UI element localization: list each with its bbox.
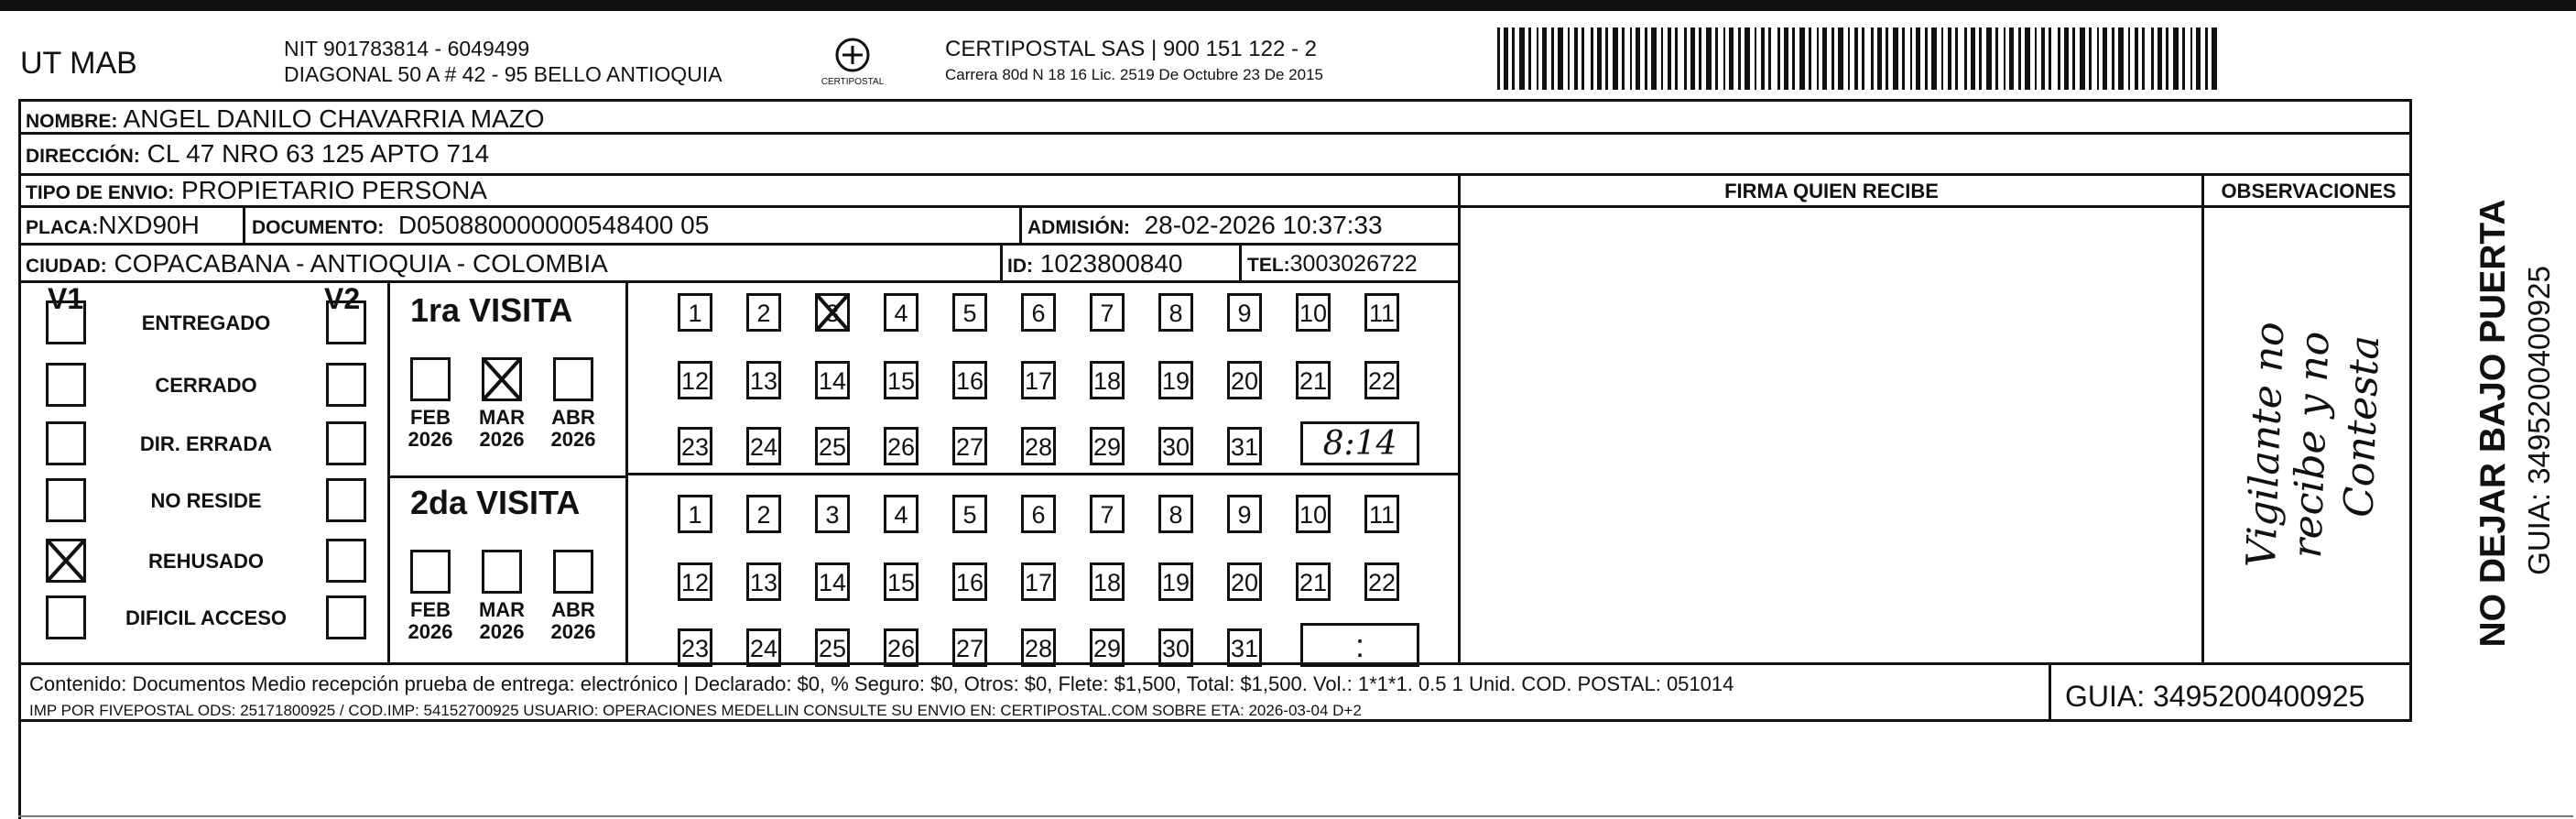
v2-checkbox[interactable] [326,421,366,465]
company-address: DIAGONAL 50 A # 42 - 95 BELLO ANTIOQUIA [284,62,723,86]
barcode-bar [1675,27,1678,90]
day-box[interactable]: 17 [1021,562,1056,601]
day-box[interactable]: 16 [952,562,987,601]
x-mark-icon [482,357,522,401]
barcode-bar [1512,27,1515,90]
admission-label: ADMISIÓN: [1027,217,1130,238]
day-box[interactable]: 26 [884,628,918,667]
barcode-bar [2080,27,2085,90]
month-year: 2026 [408,620,453,643]
recipient-name: ANGEL DANILO CHAVARRIA MAZO [123,104,545,133]
barcode-bar [1661,27,1663,90]
day-box[interactable]: 10 [1296,495,1331,533]
document-row [252,211,709,240]
address-label: DIRECCIÓN: [26,146,140,167]
barcode-bar [1605,27,1608,90]
plate-value: NXD90H [98,211,200,239]
barcode-bar [2004,27,2005,90]
barcode-bar [2166,27,2168,90]
visit2-title: 2da VISITA [410,484,581,521]
barcode-bar [1645,27,1647,90]
day-box[interactable]: 8 [1158,293,1193,332]
barcode-bar [1784,27,1788,90]
barcode-bar [1537,27,1538,90]
barcode-bar [2151,27,2154,90]
barcode-bar [1871,27,1874,90]
footer-content: Contenido: Documentos Medio recepción prueba de entrega: electrónico | Declarado: $0, % Seguro: $0, Otros: $0, Flete: $1,500, Total: $1,500. Vol.: 1*1*1. 0.5 1 Unid. COD. POSTAL: 051014 [29,672,1734,695]
day-box[interactable]: 23 [678,427,712,465]
barcode-bar [2182,27,2185,90]
shipment-type: PROPIETARIO PERSONA [180,176,487,204]
company-nit: NIT 901783814 - 6049499 [284,37,530,60]
barcode-bar [2196,27,2201,90]
reason-label: NO RESIDE [150,489,262,512]
day-box[interactable]: 7 [1090,293,1125,332]
month-name: FEB [410,598,451,621]
x-mark-icon [46,539,86,583]
day-box[interactable]: 23 [678,628,712,667]
day-box[interactable]: 28 [1021,427,1056,465]
barcode-bar [2135,27,2138,90]
barcode-bar [1613,27,1618,90]
tel-row [1247,251,1418,278]
side-guide-number: GUIA: 3495200400925 [2522,266,2556,575]
v2-checkbox[interactable] [326,539,366,583]
observation-line-3: Contesta [2335,334,2389,519]
day-box[interactable]: 28 [1021,628,1056,667]
barcode-bar [1684,27,1687,90]
barcode-bar [2097,27,2099,90]
document-label: DOCUMENTO: [252,217,385,238]
barcode-bar [2142,27,2145,90]
barcode-bar [1497,27,1500,90]
day-box[interactable]: 5 [952,293,987,332]
day-box[interactable]: 21 [1296,562,1331,601]
v1-checkbox[interactable] [46,595,86,639]
barcode-bar [2025,27,2030,90]
day-box[interactable]: 17 [1021,361,1056,399]
day-box[interactable]: 31 [1227,427,1262,465]
no-under-door-warning: NO DEJAR BAJO PUERTA [2473,199,2513,648]
recipient-address: CL 47 NRO 63 125 APTO 714 [147,139,490,168]
barcode-bar [1630,27,1632,90]
barcode-bar [2128,27,2130,90]
barcode-bar [1817,27,1819,90]
day-box[interactable]: 14 [815,361,850,399]
month-label [540,599,606,643]
v2-checkbox[interactable] [326,363,366,407]
v1-checkbox[interactable] [46,363,86,407]
day-number: 3 [825,300,840,327]
id-row [1007,249,1183,278]
admission-row [1027,211,1383,240]
barcode-bar [1971,27,1975,90]
barcode-bar [1979,27,1982,90]
day-box[interactable]: 15 [884,562,918,601]
month-label [397,599,463,643]
type-row [26,176,487,205]
plate-label: PLACA: [26,217,99,238]
barcode-bar [1755,27,1756,90]
day-box[interactable]: 31 [1227,628,1262,667]
day-box[interactable]: 8 [1158,495,1193,533]
reason-label: DIR. ERRADA [139,432,273,455]
barcode-bar [1636,27,1640,90]
month-name: ABR [551,598,595,621]
barcode-bar [1792,27,1795,90]
day-box[interactable]: 27 [952,628,987,667]
barcode-bar [1581,27,1584,90]
month-checkbox[interactable] [482,550,522,594]
barcode-bar [1745,27,1750,90]
day-box[interactable]: 9 [1227,293,1262,332]
barcode-bar [2058,27,2060,90]
day-box[interactable] [815,293,850,332]
day-box[interactable]: 22 [1364,562,1399,601]
day-box[interactable]: 29 [1090,427,1125,465]
month-checkbox[interactable] [482,357,522,401]
barcode-bar [1723,27,1725,90]
barcode-bar [2009,27,2014,90]
barcode-bar [1574,27,1578,90]
carrier-license: Carrera 80d N 18 16 Lic. 2519 De Octubre 23 De 2015 [945,66,1323,83]
day-box[interactable]: 3 [815,495,850,533]
barcode-bar [1558,27,1563,90]
v2-label: V2 [324,282,361,315]
barcode-bar [1622,27,1625,90]
barcode-bar [1591,27,1593,90]
day-box[interactable]: 26 [884,427,918,465]
barcode-bar [2103,27,2107,90]
document-value: D050880000000548400 05 [397,211,710,239]
day-box[interactable]: 12 [678,562,712,601]
barcode-bar [2072,27,2075,90]
city-label: CIUDAD: [26,256,107,277]
month-name: MAR [478,598,526,621]
barcode-bar [2190,27,2192,90]
day-box[interactable]: 25 [815,427,850,465]
admission-value: 28-02-2026 10:37:33 [1144,211,1383,239]
barcode-bar [1706,27,1712,90]
barcode-bar [1715,27,1718,90]
day-box[interactable]: 30 [1158,427,1193,465]
barcode-bar [1838,27,1843,90]
barcode-bar [1916,27,1920,90]
barcode-bar [2158,27,2162,90]
name-label: NOMBRE: [26,111,118,132]
plate-row [26,211,200,240]
reason-label: DIFICIL ACCESO [125,606,287,629]
day-box[interactable]: 25 [815,628,850,667]
v1-checkbox[interactable] [46,421,86,465]
day-box[interactable]: 30 [1158,628,1193,667]
observations-header: OBSERVACIONES [2221,180,2397,202]
top-border [0,0,2576,11]
logo-text: CERTIPOSTAL [821,77,885,87]
day-box[interactable]: 15 [884,361,918,399]
day-box[interactable]: 2 [746,293,781,332]
observation-line-1: Vigilante no [2238,321,2294,569]
day-box[interactable]: 1 [678,495,712,533]
barcode-bar [1854,27,1858,90]
time-box[interactable]: : [1300,623,1419,667]
tel-label: TEL: [1247,255,1290,276]
id-value: 1023800840 [1039,249,1183,278]
barcode-bar [2212,27,2217,90]
day-box[interactable]: 13 [746,562,781,601]
month-label [397,407,463,451]
v2-checkbox[interactable] [326,478,366,522]
month-name: MAR [478,406,526,429]
month-checkbox[interactable] [553,550,593,594]
month-year: 2026 [408,428,453,451]
day-box[interactable]: 19 [1158,562,1193,601]
barcode-bar [1931,27,1937,90]
barcode-bar [2118,27,2124,90]
barcode-bar [1948,27,1951,90]
barcode-bar [1729,27,1734,90]
barcode-bar [1761,27,1765,90]
footer-guide: GUIA: 3495200400925 [2065,680,2365,713]
time-box[interactable]: 8:14 [1300,421,1419,465]
month-label [469,407,535,451]
day-box[interactable]: 20 [1227,562,1262,601]
day-box[interactable]: 4 [884,293,918,332]
reason-label: REHUSADO [148,550,264,573]
day-box[interactable]: 2 [746,495,781,533]
month-checkbox[interactable] [410,550,451,594]
v1-checkbox[interactable] [46,539,86,583]
barcode-bar [2064,27,2069,90]
day-box[interactable]: 19 [1158,361,1193,399]
barcode-bar [1893,27,1898,90]
logo-icon [821,37,885,90]
certipostal-logo [821,37,885,90]
day-box[interactable]: 11 [1364,495,1399,533]
barcode-bar [1955,27,1958,90]
barcode-bar [1699,27,1701,90]
month-name: FEB [410,406,451,429]
day-box[interactable]: 22 [1364,361,1399,399]
signature-header: FIRMA QUIEN RECIBE [1724,180,1939,202]
v2-checkbox[interactable] [326,300,366,344]
v1-checkbox[interactable] [46,300,86,344]
tel-value: 3003026722 [1289,251,1418,277]
day-box[interactable]: 11 [1364,293,1399,332]
carrier-name: CERTIPOSTAL SAS | 900 151 122 - 2 [945,37,1317,61]
month-year: 2026 [479,428,525,451]
month-checkbox[interactable] [410,357,451,401]
barcode-bar [1964,27,1967,90]
day-box[interactable]: 1 [678,293,712,332]
barcode-bar [1597,27,1602,90]
day-box[interactable]: 27 [952,427,987,465]
day-box[interactable]: 6 [1021,495,1056,533]
barcode-bar [1809,27,1811,90]
barcode-bar [2041,27,2045,90]
barcode-bar [1910,27,1912,90]
day-box[interactable]: 24 [746,628,781,667]
barcode-bar [1822,27,1827,90]
barcode-bar [2205,27,2208,90]
month-name: ABR [551,406,595,429]
month-year: 2026 [550,620,596,643]
city-value: COPACABANA - ANTIOQUIA - COLOMBIA [114,249,608,278]
barcode-bar [1862,27,1864,90]
barcode-bar [1831,27,1834,90]
company-name: UT MAB [20,46,137,81]
day-box[interactable]: 5 [952,495,987,533]
barcode-bar [2089,27,2092,90]
reason-label: CERRADO [155,374,257,397]
barcode-bar [1768,27,1771,90]
day-box[interactable]: 24 [746,427,781,465]
day-box[interactable]: 20 [1227,361,1262,399]
barcode-bar [1551,27,1554,90]
barcode-bar [1877,27,1882,90]
v1-label: V1 [48,282,84,315]
month-checkbox[interactable] [553,357,593,401]
barcode-bar [1886,27,1888,90]
visit1-title: 1ra VISITA [410,291,573,329]
day-box[interactable]: 18 [1090,361,1125,399]
barcode-bar [1528,27,1531,90]
observation-line-2: recibe y no [2284,330,2339,560]
barcode-bar [2049,27,2051,90]
barcode-bar [1902,27,1905,90]
month-label [469,599,535,643]
barcode-bar [1651,27,1657,90]
barcode-bar [1504,27,1508,90]
day-box[interactable]: 6 [1021,293,1056,332]
day-box[interactable]: 16 [952,361,987,399]
city-row [26,249,608,278]
barcode-bar [1668,27,1671,90]
barcode [1497,27,2230,90]
day-box[interactable]: 13 [746,361,781,399]
barcode-bar [1941,27,1943,90]
day-box[interactable]: 12 [678,361,712,399]
type-label: TIPO DE ENVIO: [26,182,175,203]
day-box[interactable]: 7 [1090,495,1125,533]
observations-area [2207,229,2408,660]
day-box[interactable]: 4 [884,495,918,533]
day-box[interactable]: 29 [1090,628,1125,667]
barcode-bar [1519,27,1525,90]
barcode-bar [2112,27,2114,90]
month-year: 2026 [479,620,525,643]
month-year: 2026 [550,428,596,451]
day-box[interactable]: 18 [1090,562,1125,601]
barcode-bar [1568,27,1570,90]
day-box[interactable]: 21 [1296,361,1331,399]
barcode-bar [1690,27,1695,90]
id-label: ID: [1007,256,1033,277]
barcode-bar [1542,27,1547,90]
day-box[interactable]: 10 [1296,293,1331,332]
reason-label: ENTREGADO [141,311,271,334]
barcode-bar [1738,27,1741,90]
barcode-bar [1925,27,1928,90]
address-row [26,139,489,169]
barcode-bar [1777,27,1780,90]
barcode-bar [1995,27,1998,90]
name-row [26,104,545,134]
barcode-bar [2173,27,2179,90]
v2-checkbox[interactable] [326,595,366,639]
v1-checkbox[interactable] [46,478,86,522]
day-box[interactable]: 9 [1227,495,1262,533]
month-label [540,407,606,451]
barcode-bar [1848,27,1850,90]
day-box[interactable]: 14 [815,562,850,601]
barcode-bar [2018,27,2021,90]
barcode-bar [1986,27,1992,90]
footer-imp: IMP POR FIVEPOSTAL ODS: 25171800925 / COD.IMP: 54152700925 USUARIO: OPERACIONES MEDELLIN CONSULTE SU ENVIO EN: CERTIPOSTAL.COM SOBRE ETA: 2026-03-04 D+2 [29,702,1362,719]
barcode-bar [1799,27,1805,90]
barcode-bar [2035,27,2037,90]
